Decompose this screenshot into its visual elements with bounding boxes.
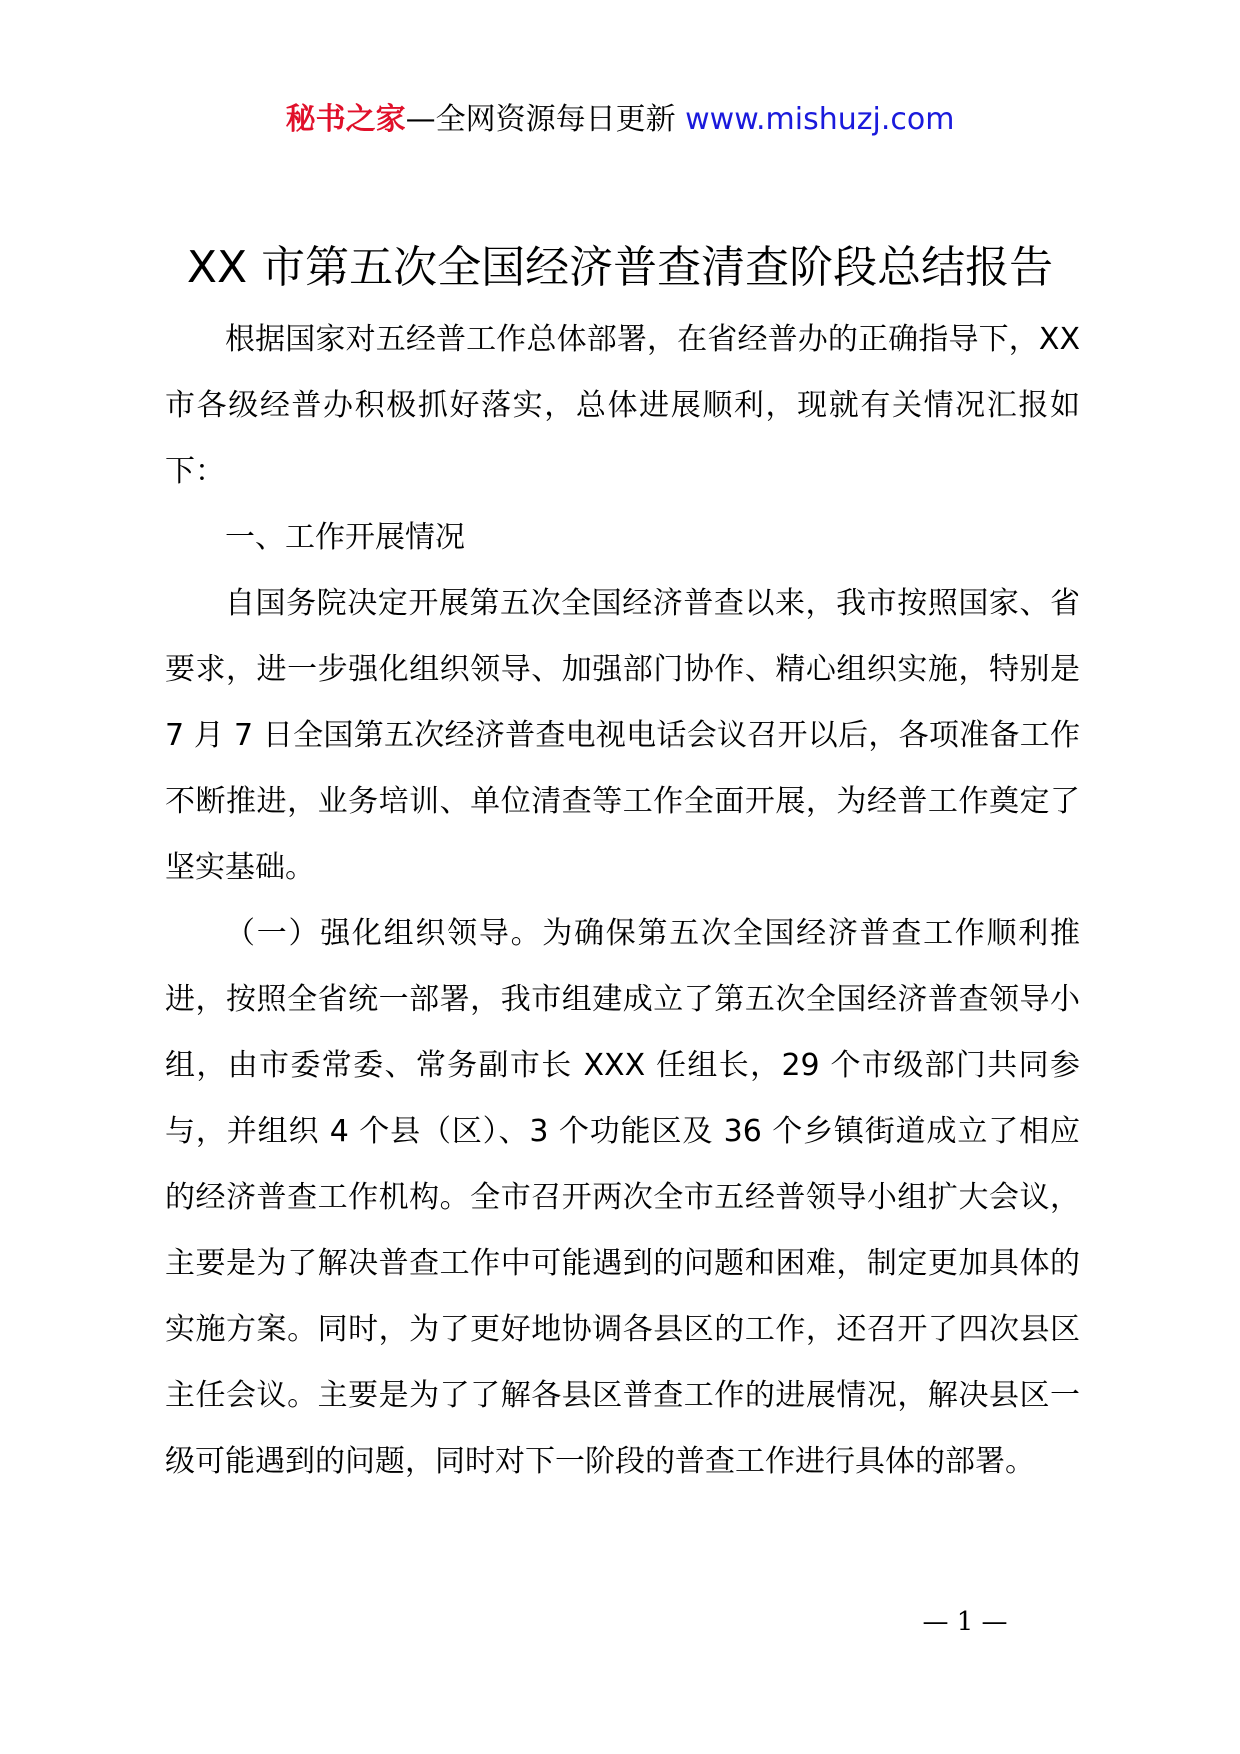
intro-paragraph: 根据国家对五经普工作总体部署，在省经普办的正确指导下，XX 市各级经普办积极抓好落实，总体进展顺利，现就有关情况汇报如下： <box>165 322 1080 489</box>
document-title: XX 市第五次全国经济普查清查阶段总结报告 <box>186 242 1054 293</box>
site-brand: 秘书之家 <box>285 102 406 137</box>
document-body <box>165 307 1080 1495</box>
site-url-link[interactable]: www.mishuzj.com <box>685 102 955 137</box>
page-number: — 1 — <box>922 1607 1008 1637</box>
site-header <box>0 100 1240 140</box>
section-heading: 一、工作开展情况 <box>225 520 465 555</box>
site-tagline: —全网资源每日更新 <box>405 102 676 137</box>
body-paragraph: （一）强化组织领导。为确保第五次全国经济普查工作顺利推进，按照全省统一部署，我市组建成立了第五次全国经济普查领导小组，由市委常委、常务副市长 XXX 任组长，29 个市级部门共同参与，并组织 4 个县（区）、3 个功能区及 36 个乡镇街道成立了相应的经济普查工作机构。全市召开两次全市五经普领导小组扩大会议，主要是为了解决普查工作中可能遇到的问题和困难，制定更加具体的实施方案。同时，为了更好地协调各县区的工作，还召开了四次县区主任会议。主要是为了了解各县区普查工作的进展情况，解决县区一级可能遇到的问题，同时对下一阶段的普查工作进行具体的部署。 <box>165 916 1080 1479</box>
body-paragraph: 自国务院决定开展第五次全国经济普查以来，我市按照国家、省要求，进一步强化组织领导、加强部门协作、精心组织实施，特别是 7 月 7 日全国第五次经济普查电视电话会议召开以后，各项准备工作不断推进，业务培训、单位清查等工作全面开展，为经普工作奠定了坚实基础。 <box>165 586 1080 885</box>
